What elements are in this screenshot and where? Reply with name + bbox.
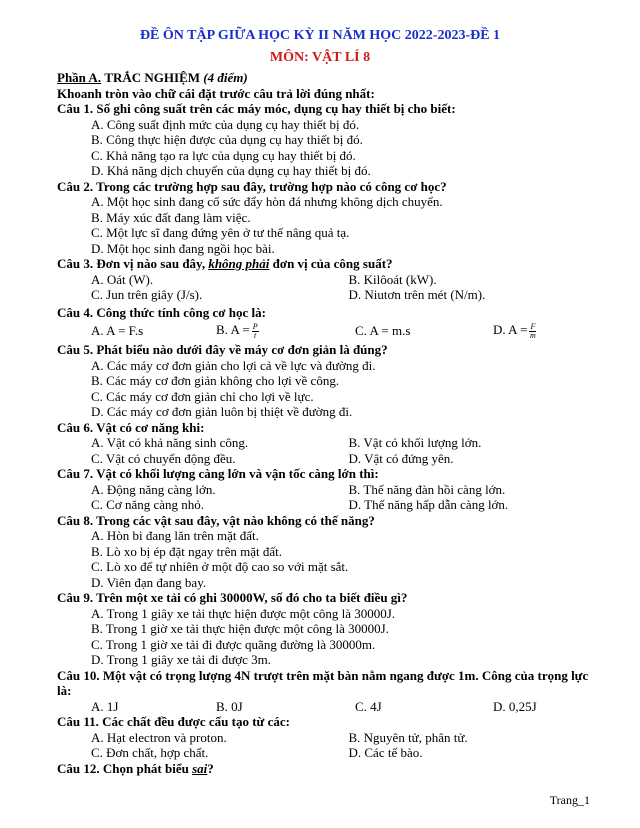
option: D. Thế năng hấp dẫn càng lớn. [348,497,509,512]
option: A. Trong 1 giây xe tải thực hiện được một công là 30000J. [91,605,396,621]
option: C. Khả năng tạo ra lực của dụng cụ hay thiết bị đó. [91,147,356,163]
option: C. Một lực sĩ đang đứng yên ở tư thế nâng quả tạ. [91,225,350,240]
option: D. Trong 1 giây xe tải đi được 3m. [91,652,272,667]
section-points: (4 điểm) [203,70,248,85]
option: C. Trong 1 giờ xe tải đi được quãng đường là 30000m. [91,636,376,652]
fraction-numerator: F [530,321,536,331]
option: C. 4J [355,698,382,714]
question-3 [57,256,605,272]
option: B. Kilôoát (kW). [348,271,437,287]
fraction [252,323,259,340]
question-12 [57,761,605,777]
option [493,322,605,340]
question-text: Câu 3. Đơn vị nào sau đây, [57,256,206,271]
option: D. Khả năng dịch chuyển của dụng cụ hay thiết bị đó. [91,163,371,178]
section-name: TRẮC NGHIỆM [104,70,201,85]
question-emphasis: sai [192,760,208,776]
option: C. A = m.s [355,323,411,339]
fraction-denominator: m [529,330,536,340]
question-text: ? [207,760,214,776]
option-row [57,730,605,746]
option [216,322,355,340]
option: D. Các tế bào. [348,745,423,760]
fraction-numerator: P [252,321,258,331]
section-instruction: Khoanh tròn vào chữ cái đặt trước câu trả lời đúng nhất: [57,85,375,101]
option: B. Trong 1 giờ xe tải thực hiện được một công là 30000J. [91,621,389,636]
question-9: Câu 9. Trên một xe tải có ghi 30000W, số đó cho ta biết điều gì? [57,590,408,605]
question-7: Câu 7. Vật có khối lượng càng lớn và vận tốc càng lớn thì: [57,466,379,481]
section-heading [57,70,605,86]
option: A. Công suất định mức của dụng cụ hay thiết bị đó. [91,116,360,132]
option-row [57,497,605,513]
option-row [57,482,605,498]
option-row [57,699,605,715]
option: C. Vật có chuyển động đều. [91,450,236,466]
option: D. Các máy cơ đơn giản luôn bị thiệt về đường đi. [91,404,353,419]
option: A. Oát (W). [91,271,154,287]
option: C. Cơ năng càng nhỏ. [91,497,205,512]
option: A. Động năng càng lớn. [91,481,216,497]
option: D. Vật có đứng yên. [348,450,454,466]
option-row [57,287,605,303]
option: A. Hạt electron và proton. [91,729,227,745]
option: C. Các máy cơ đơn giản chỉ cho lợi về lực. [91,388,314,404]
option: B. Các máy cơ đơn giản không cho lợi về công. [91,373,340,388]
option-row [57,320,605,342]
option: B. Lò xo bị ép đặt ngay trên mặt đất. [91,543,282,559]
document-title: ĐỀ ÔN TẬP GIỮA HỌC KỲ II NĂM HỌC 2022-2023-ĐỀ 1 [139,28,501,43]
option-row [57,272,605,288]
question-1: Câu 1. Số ghi công suất trên các máy móc, dụng cụ hay thiết bị cho biết: [57,101,456,116]
question-2: Câu 2. Trong các trường hợp sau đây, trường hợp nào có công cơ học? [57,178,447,194]
option: B. Vật có khối lượng lớn. [348,435,482,450]
exam-content [57,70,605,776]
option: B. Công thực hiện được của dụng cụ hay thiết bị đó. [91,132,363,147]
fraction-denominator: t [254,330,257,340]
option: C. Lò xo để tự nhiên ở một độ cao so với mặt sắt. [91,559,349,574]
option: A. Hòn bi đang lăn trên mặt đất. [91,528,259,543]
question-text: đơn vị của công suất? [272,256,393,271]
option: B. 0J [216,698,243,714]
option: D. Một học sinh đang ngồi học bài. [91,240,275,256]
option: B. Nguyên tử, phân tử. [348,729,468,745]
option: D. Viên đạn đang bay. [91,574,207,590]
fraction [529,323,536,340]
option: B. Máy xúc đất đang làm việc. [91,209,251,225]
question-text: Câu 12. Chọn phát biểu [57,760,189,776]
option: A. A = F.s [91,323,144,339]
option: A. Một học sinh đang cố sức đẩy hòn đá nhưng không dịch chuyển. [91,194,443,209]
option: C. Đơn chất, hợp chất. [91,745,209,760]
option: B. Thế năng đàn hồi càng lớn. [348,481,506,497]
page-number: Trang_1 [549,793,590,807]
option: D. 0,25J [493,698,537,714]
option-label: B. A = [216,322,250,338]
option-label: D. A = [493,322,528,338]
question-8: Câu 8. Trong các vật sau đây, vật nào không có thế năng? [57,512,375,528]
question-11: Câu 11. Các chất đều được cấu tạo từ các: [57,714,290,729]
option-row [57,451,605,467]
option: C. Jun trên giây (J/s). [91,287,203,302]
option: A. Vật có khả năng sinh công. [91,435,249,450]
question-4: Câu 4. Công thức tính công cơ học là: [57,304,266,320]
question-emphasis: không phải [208,256,270,271]
subject-title: MÔN: VẬT LÍ 8 [269,50,371,65]
question-10: Câu 10. Một vật có trọng lượng 4N trượt trên mặt bàn nằm ngang được 1m. Công của trọng lực là: [57,667,589,698]
option: A. Các máy cơ đơn giản cho lợi cả về lực và đường đi. [91,357,376,373]
option: D. Niutơn trên mét (N/m). [348,287,486,302]
question-5: Câu 5. Phát biểu nào dưới đây về máy cơ đơn giản là đúng? [57,342,388,357]
option: A. 1J [91,698,119,714]
option-row [57,435,605,451]
option-row [57,745,605,761]
question-6: Câu 6. Vật có cơ năng khi: [57,419,205,435]
section-label: Phần A. [57,70,102,85]
